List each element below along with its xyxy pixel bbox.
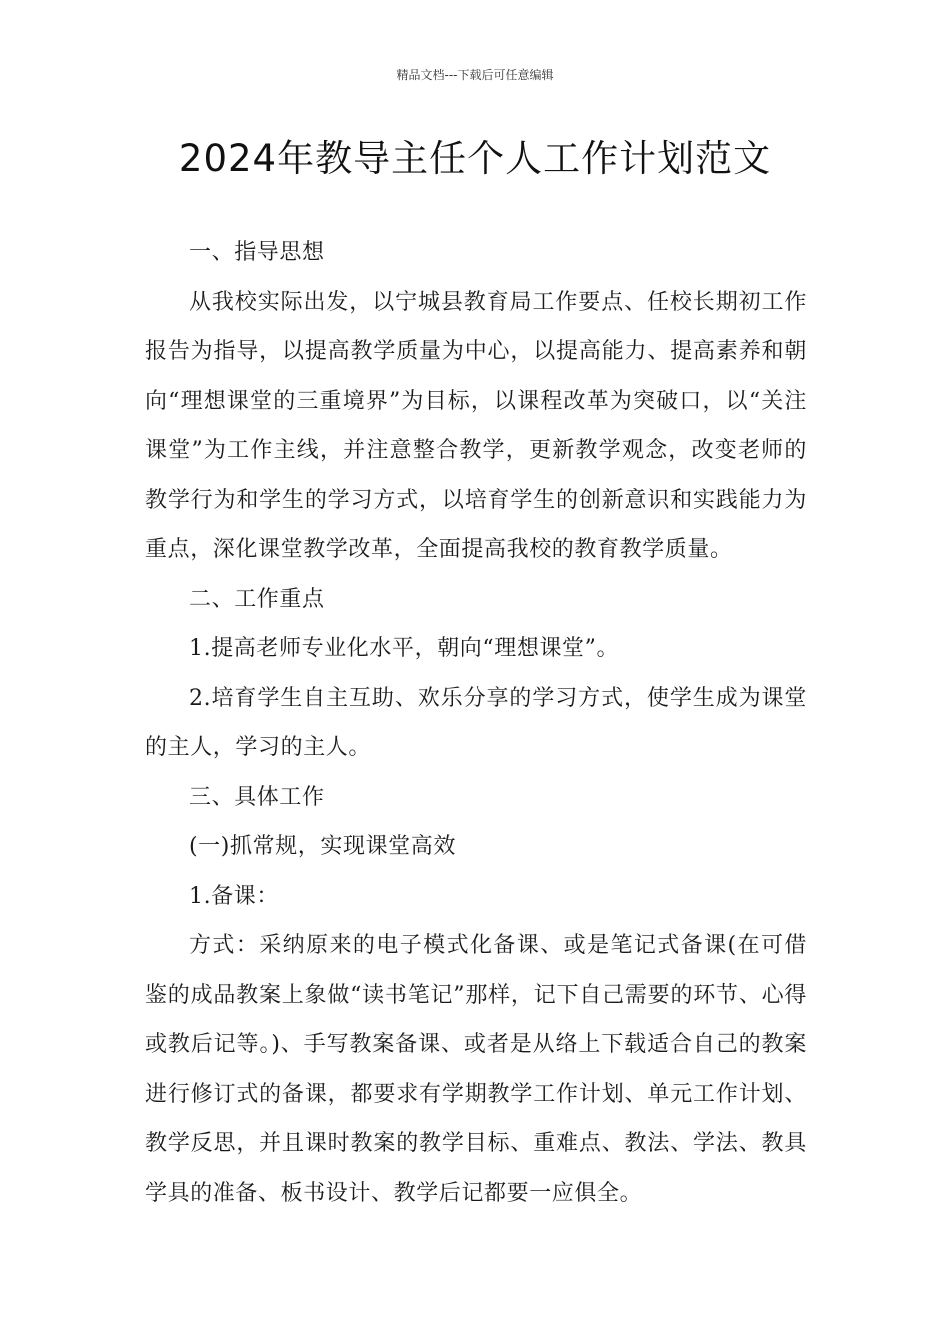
list-item-lesson-prep: 1.备课：	[189, 883, 279, 909]
document-body	[145, 228, 807, 1218]
section-heading-work-focus: 二、工作重点	[189, 586, 325, 612]
list-item-focus-1: 1.提高老师专业化水平，朝向“理想课堂”。	[189, 636, 620, 661]
page-header-note: 精品文档---下载后可任意编辑	[396, 68, 554, 82]
paragraph-guiding-thought: 从我校实际出发，以宁城县教育局工作要点、任校长期初工作报告为指导，以提高教学质量为中心，以提高能力、提高素养和朝向“理想课堂的三重境界”为目标，以课程改革为突破口，以“关注课堂”为工作主线，并注意整合教学，更新教学观念，改变老师的教学行为和学生的学习方式，以培育学生的创新意识和实践能力为重点，深化课堂教学改革，全面提高我校的教育教学质量。	[145, 289, 807, 562]
section-heading-specific-work: 三、具体工作	[189, 784, 325, 810]
list-item-focus-2: 2.培育学生自主互助、欢乐分享的学习方式，使学生成为课堂的主人，学习的主人。	[145, 685, 807, 760]
document-title: 2024年教导主任个人工作计划范文	[178, 137, 772, 180]
subsection-heading-routine: (一)抓常规，实现课堂高效	[189, 834, 456, 859]
paragraph-lesson-prep-method: 方式：采纳原来的电子模式化备课、或是笔记式备课(在可借鉴的成品教案上象做“读书笔记”那样，记下自己需要的环节、心得或教后记等。)、手写教案备课、或者是从络上下载适合自己的教案进行修订式的备课，都要求有学期教学工作计划、单元工作计划、教学反思，并且课时教案的教学目标、重难点、教法、学法、教具学具的准备、板书设计、教学后记都要一应俱全。	[145, 933, 807, 1206]
section-heading-guiding-thought: 一、指导思想	[189, 240, 325, 265]
